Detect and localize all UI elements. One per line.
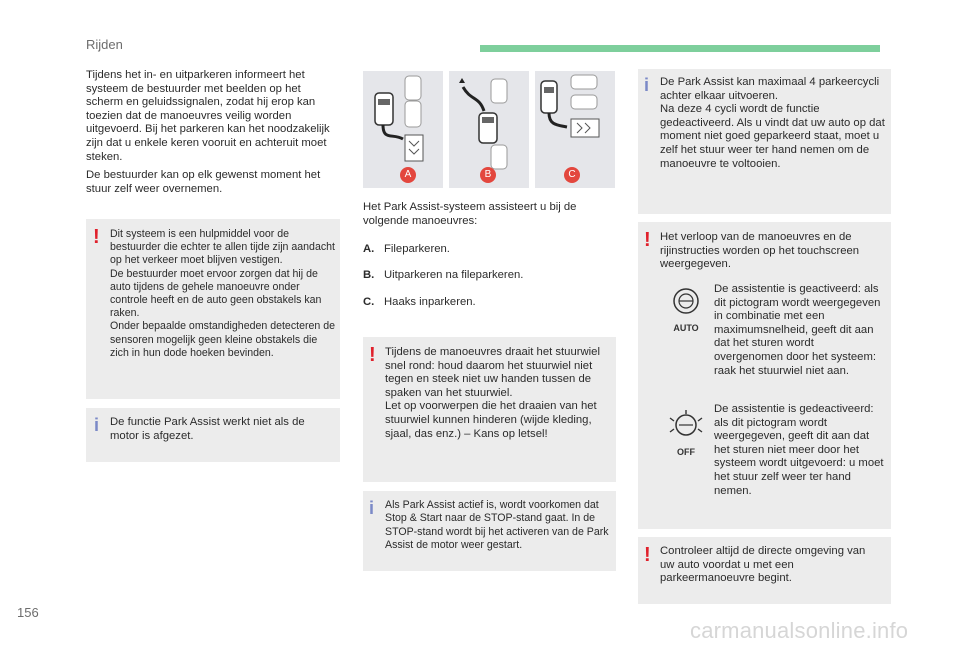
info-box-3	[638, 69, 891, 214]
list-text: Fileparkeren.	[384, 243, 450, 255]
intro-text-2: De bestuurder kan op elk gewenst moment het stuur zelf weer overnemen.	[86, 169, 321, 195]
info-text: Als Park Assist actief is, wordt voorkomen dat Stop & Start naar de STOP-stand gaat. In de STOP-stand wordt bij het activeren van de Park Assist de motor weer gestart.	[385, 499, 609, 552]
info-text: De functie Park Assist werkt niet als de motor is afgezet.	[110, 416, 305, 442]
list-text: Uitparkeren na fileparkeren.	[384, 269, 524, 281]
warning-icon: !	[369, 344, 376, 366]
diagram-label-a: A	[400, 167, 416, 183]
auto-label: AUTO	[673, 323, 699, 333]
page-number: 156	[17, 605, 39, 620]
list-item-c	[363, 295, 476, 309]
list-key: B.	[363, 269, 375, 281]
info-text: De Park Assist kan maximaal 4 parkeercycli achter elkaar uitvoeren. Na deze 4 cycli wordt de functie gedeactiveerd. Als u vindt dat uw auto op dat moment niet goed geparkeerd staat, moet u zelf het stuur weer ter hand nemen om de manoeuvre te voltooien.	[660, 76, 885, 170]
chapter-title: Rijden	[86, 37, 123, 52]
chapter-accent-bar	[480, 45, 880, 52]
steering-off-icon	[666, 408, 706, 458]
watermark-logo: carmanualsonline.info	[690, 618, 909, 643]
warning-text: Het verloop van de manoeuvres en de rijinstructies worden op het touchscreen weergegeven.	[660, 231, 860, 271]
steering-auto-icon	[666, 284, 706, 334]
warning-icon: !	[644, 229, 651, 251]
list-item-a	[363, 242, 450, 256]
auto-text: De assistentie is geactiveerd: als dit pictogram wordt weergegeven in combinatie met een maximumsnelheid, geeft dit aan dat het sturen wordt overgenomen door het systeem: raak het stuurwiel niet aan.	[714, 283, 881, 377]
list-key: C.	[363, 296, 375, 308]
list-key: A.	[363, 243, 375, 255]
warning-box-3	[638, 222, 891, 529]
info-icon: i	[369, 498, 375, 518]
off-label: OFF	[677, 447, 695, 457]
info-icon: i	[644, 75, 650, 95]
manoeuvres-intro: Het Park Assist-systeem assisteert u bij de volgende manoeuvres:	[363, 201, 577, 227]
list-item-b	[363, 268, 523, 282]
intro-paragraph	[86, 69, 336, 196]
intro-text: Tijdens het in- en uitparkeren informeert het systeem de bestuurder met beelden op het scherm en geluidssignalen, zodat hij erop kan toezien dat de manoeuvres veilig worden uitgevoerd. Bij het parkeren kan het noodzakelijk zijn dat u enkele keren vooruit en achteruit moet steken.	[86, 69, 330, 163]
warning-icon: !	[93, 226, 100, 248]
warning-text: Tijdens de manoeuvres draait het stuurwiel snel rond: houd daarom het stuurwiel niet tegen en steek niet uw handen tussen de spaken van het stuurwiel. Let op voorwerpen die het draaien van het stuurwiel kunnen hinderen (wijde kleding, sjaal, das enz.) – Kans op letsel!	[385, 346, 600, 440]
parking-diagram	[363, 71, 615, 191]
list-text: Haaks inparkeren.	[384, 296, 476, 308]
info-box-2	[363, 491, 616, 571]
info-icon: i	[94, 415, 100, 435]
warning-box-4	[638, 537, 891, 604]
diagram-label-c: C	[564, 167, 580, 183]
diagram-label-b: B	[480, 167, 496, 183]
warning-text: Dit systeem is een hulpmiddel voor de bestuurder die echter te allen tijde zijn aandacht op het verkeer moet blijven vestigen. De bestuurder moet ervoor zorgen dat hij de auto tijdens de gehele manoeuvre onder controle heeft en de auto geen obstakels kan raken. Onder bepaalde omstandigheden detecteren de sensoren mogelijk geen kleine obstakels die zich in hun dode hoeken bevinden.	[110, 228, 335, 359]
off-text: De assistentie is gedeactiveerd: als dit pictogram wordt weergegeven, geeft dit aan dat het sturen niet meer door het systeem wordt uitgevoerd: u moet het stuur zelf weer ter hand nemen.	[714, 403, 884, 497]
warning-icon: !	[644, 544, 651, 566]
info-box-1	[86, 408, 340, 462]
warning-text: Controleer altijd de directe omgeving van uw auto voordat u met een parkeermanoeuvre begint.	[660, 545, 866, 585]
warning-box-1	[86, 219, 340, 399]
warning-box-2	[363, 337, 616, 482]
